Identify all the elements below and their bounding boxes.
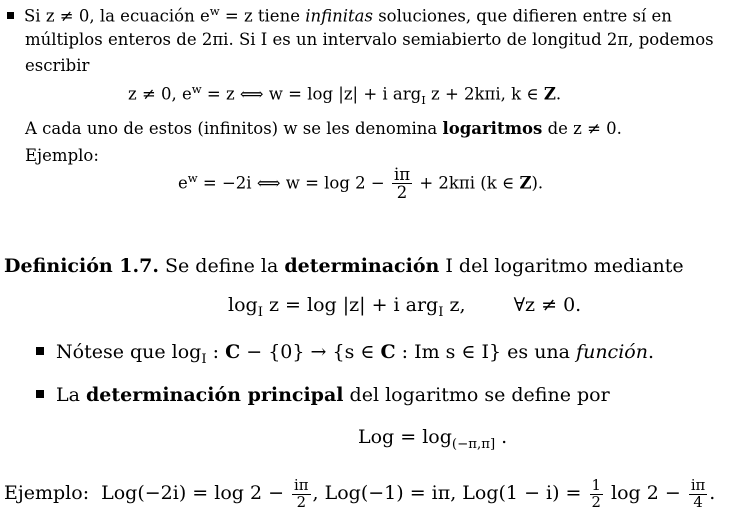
math: log 2 −	[604, 482, 687, 505]
fraction	[689, 478, 707, 510]
text: w	[209, 4, 220, 18]
math: z ≠ 0, e	[128, 84, 192, 104]
bullet-square-icon	[36, 390, 44, 398]
math: .	[555, 84, 562, 104]
example-equation	[178, 166, 543, 202]
text: soluciones, que difieren entre sí en	[372, 6, 672, 26]
text: : Im s ∈ I} es una	[395, 341, 577, 363]
math: .	[495, 426, 508, 448]
bullet-item-principal	[36, 384, 610, 406]
definition-heading	[4, 255, 684, 277]
math: I	[421, 92, 426, 107]
numerator: 1	[591, 477, 601, 494]
text: .	[647, 341, 654, 363]
fraction	[392, 166, 412, 202]
math: log	[228, 294, 258, 316]
math: Z	[519, 173, 532, 193]
math: w	[191, 82, 202, 96]
bullet-square-icon	[36, 347, 44, 355]
denominator: 4	[693, 493, 703, 511]
text: de z ≠ 0.	[542, 119, 622, 138]
definition-formula	[228, 294, 581, 320]
numerator: iπ	[294, 477, 309, 494]
definition-title: Definición 1.7.	[4, 255, 159, 277]
text: Nótese que log	[56, 341, 202, 363]
fraction	[292, 478, 310, 510]
math: = z ⟺ w = log |z| + i arg	[201, 84, 422, 104]
math: :	[206, 341, 226, 363]
math: − {0} → {s ∈	[240, 341, 381, 363]
paragraph-line	[25, 56, 89, 75]
math: .	[709, 482, 716, 505]
math: z + 2kπi, k ∈	[425, 84, 544, 104]
bold-term: determinación principal	[85, 384, 344, 406]
numerator: iπ	[690, 477, 706, 494]
text: escribir	[25, 56, 90, 75]
denominator: 2	[296, 493, 306, 511]
math: z,	[443, 294, 466, 316]
math: Log = log	[358, 426, 452, 448]
math: e	[178, 173, 188, 193]
emphasis: función	[576, 341, 648, 363]
text: Se define la	[158, 255, 285, 277]
bullet-square-icon	[7, 12, 14, 19]
final-example	[4, 478, 715, 510]
math: = −2i ⟺ w = log 2 −	[197, 173, 390, 193]
text: múltiplos enteros de 2πi. Si I es un intervalo semiabierto de longitud 2π, podemos	[25, 30, 714, 49]
math: Log(−2i) = log 2 −	[101, 482, 291, 505]
math: + 2kπi (k ∈	[414, 173, 520, 193]
display-equation	[128, 82, 561, 107]
math: (−π,π]	[451, 436, 496, 452]
denominator: 2	[396, 183, 408, 203]
text: La	[56, 384, 86, 406]
bold-term: logaritmos	[442, 119, 543, 138]
text: A cada uno de estos (infinitos) w se les denomina	[25, 119, 443, 138]
fraction	[590, 478, 603, 510]
text: Ejemplo:	[25, 146, 99, 165]
paragraph-bullet-1	[7, 4, 672, 26]
text: del logaritmo se define por	[343, 384, 610, 406]
example-label	[25, 146, 99, 165]
math: z = log |z| + i arg	[262, 294, 439, 316]
math: I	[438, 304, 444, 320]
text: Si z ≠ 0, la ecuación e	[24, 6, 210, 26]
math: I	[257, 304, 263, 320]
example-label: Ejemplo:	[4, 482, 90, 505]
math: I	[201, 351, 207, 367]
math: C	[225, 341, 241, 363]
emphasis: infinitas	[305, 6, 373, 26]
bold-term: determinación	[284, 255, 440, 277]
math: w	[187, 170, 198, 185]
bullet-item-function	[36, 341, 654, 367]
math: , Log(−1) = iπ, Log(1 − i) =	[312, 482, 588, 505]
numerator: iπ	[393, 165, 411, 184]
text: = z tiene	[219, 6, 306, 26]
denominator: 2	[591, 493, 601, 511]
math: Z	[543, 84, 556, 104]
paragraph-line	[25, 30, 714, 49]
math: C	[380, 341, 396, 363]
math: ).	[531, 173, 544, 193]
text: I del logaritmo mediante	[439, 255, 684, 277]
principal-formula	[358, 426, 507, 452]
paragraph	[25, 119, 622, 138]
math: ∀z ≠ 0.	[513, 294, 582, 316]
